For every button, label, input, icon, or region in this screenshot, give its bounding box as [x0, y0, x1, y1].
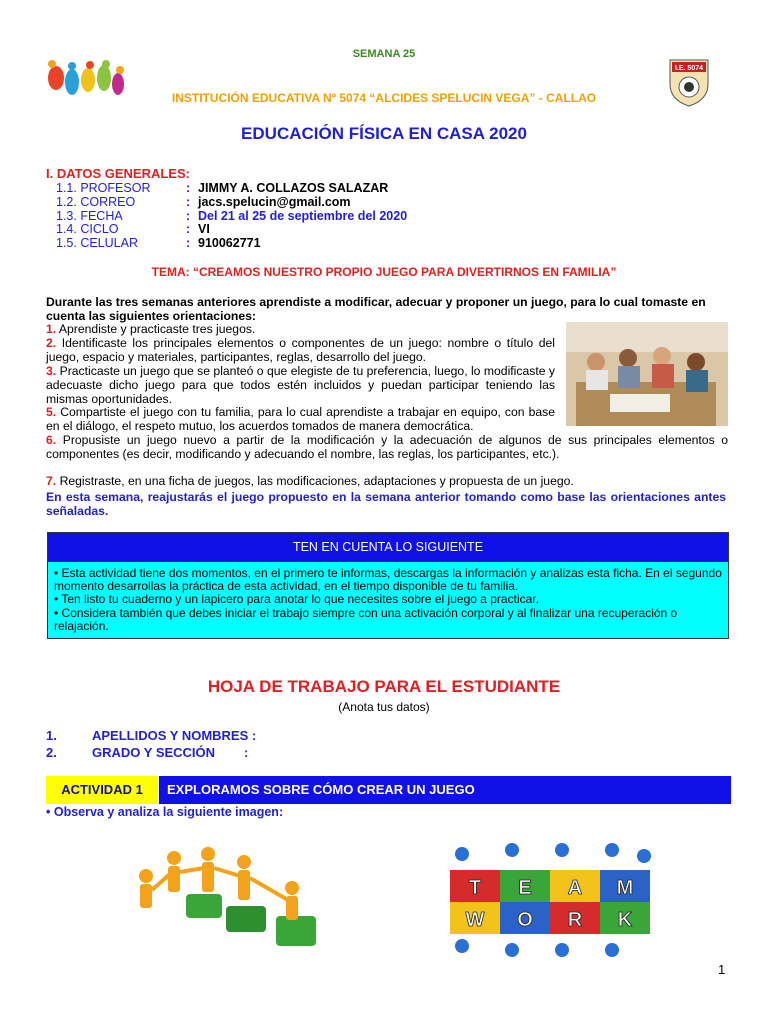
list-item [46, 434, 728, 462]
institution-name: INSTITUCIÓN EDUCATIVA Nº 5074 “ALCIDES SPELUCIN VEGA” - CALLAO [171, 91, 597, 105]
list-item [46, 475, 728, 489]
data-label: 1.4. CICLO [56, 222, 119, 236]
data-value: jacs.spelucin@gmail.com [198, 195, 351, 209]
topic-heading: TEMA: “CREAMOS NUESTRO PROPIO JUEGO PARA DIVERTIRNOS EN FAMILIA” [151, 265, 617, 279]
note-bullet: • Considera también que debes iniciar el trabajo siempre con una activación corporal y al finalizar una recuperación o relajación. [54, 605, 678, 633]
list-item [46, 337, 555, 365]
activity-title: EXPLORAMOS SOBRE CÓMO CREAR UN JUEGO [159, 776, 731, 804]
data-colon: : [186, 222, 191, 236]
field-label: APELLIDOS Y NOMBRES : [92, 728, 257, 743]
team-work-puzzle-image [432, 842, 662, 962]
data-value: JIMMY A. COLLAZOS SALAZAR [198, 181, 389, 195]
list-item [46, 323, 561, 337]
puzzle-letter: A [567, 877, 583, 899]
worksheet-title: HOJA DE TRABAJO PARA EL ESTUDIANTE [207, 677, 561, 696]
page-title: EDUCACIÓN FÍSICA EN CASA 2020 [241, 124, 527, 143]
item-number: 3. [46, 364, 57, 378]
item-text: Identificaste los principales elementos o componentes de un juego: nombre o título del juego, espacio y materiales, participantes, reglas, desarrollo del juego. [46, 336, 555, 364]
puzzle-letter: W [465, 909, 485, 931]
note-bullet: • Esta actividad tiene dos momentos, en el primero te informas, descargas la información y analizas esta ficha. En el segundo momento desarrollas la práctica de esta actividad, en el tiempo disponible de tu familia. [54, 566, 722, 594]
data-value: Del 21 al 25 de septiembre del 2020 [198, 209, 408, 223]
item-number: 6. [46, 433, 57, 447]
item-number: 5. [46, 405, 57, 419]
item-number: 1. [46, 322, 57, 336]
list-item [46, 365, 555, 406]
intro-paragraph: Durante las tres semanas anteriores aprendiste a modificar, adecuar y proponer un juego, para lo cual tomaste en cuenta las siguientes orientaciones: [46, 295, 706, 323]
data-colon: : [186, 236, 191, 250]
data-value: VI [198, 222, 210, 236]
data-colon: : [186, 181, 191, 195]
puzzle-letter: K [617, 909, 633, 931]
data-label: 1.5. CELULAR [56, 236, 138, 250]
field-label: GRADO Y SECCIÓN : [92, 745, 249, 760]
puzzle-letter: O [517, 909, 533, 931]
seal-text: I.E. 5074 [674, 65, 704, 72]
item-number: 2. [46, 336, 57, 350]
puzzle-letter: E [518, 877, 532, 899]
puzzle-letter: R [567, 909, 583, 931]
week-label: SEMANA 25 [352, 48, 416, 60]
note-box [47, 532, 729, 639]
family-playing-photo [566, 322, 728, 426]
data-label: 1.3. FECHA [56, 209, 123, 223]
data-label: 1.2. CORREO [56, 195, 136, 209]
field-grado [46, 745, 446, 761]
note-box-body [48, 561, 728, 638]
puzzle-letter: T [468, 877, 482, 899]
item-text: Propusiste un juego nuevo a partir de la modificación y la adecuación de algunos de sus principales elementos o componentes (es decir, modificando y adecuando el nombre, las reglas, los participantes, etc.). [46, 433, 728, 461]
item-number: 7. [46, 474, 57, 488]
item-text: Registraste, en una ficha de juegos, las modificaciones, adaptaciones y propuesta de un juego. [59, 474, 574, 488]
teamwork-puzzle-image [126, 836, 352, 962]
list-item [46, 406, 555, 434]
page-number: 1 [718, 962, 726, 977]
activity-tag: ACTIVIDAD 1 [46, 776, 158, 804]
data-colon: : [186, 195, 191, 209]
note-bullet: • Ten listo tu cuaderno y un lapicero para anotar lo que necesites sobre el juego a practicar. [54, 592, 539, 607]
data-value: 910062771 [198, 236, 261, 250]
field-apellidos [46, 728, 446, 744]
item-text: Aprendiste y practicaste tres juegos. [58, 322, 256, 336]
field-number: 2. [46, 745, 57, 760]
puzzle-letter: M [616, 877, 634, 899]
worksheet-subtitle: (Anota tus datos) [338, 700, 430, 714]
item-text: Practicaste un juego que se planteó o que elegiste de tu preferencia, luego, lo modificaste y adecuaste dicho juego para que todos estén incluidos y puedan participar teniendo las mismas oportunidades. [46, 364, 555, 406]
item-text: Compartiste el juego con tu familia, para lo cual aprendiste a trabajar en equipo, con base en el diálogo, el respeto mutuo, los acuerdos tomados de manera democrática. [46, 405, 555, 433]
field-number: 1. [46, 728, 57, 743]
activity-instruction: • Observa y analiza la siguiente imagen: [46, 805, 284, 819]
data-colon: : [186, 209, 191, 223]
general-data-heading: I. DATOS GENERALES: [46, 166, 190, 181]
data-label: 1.1. PROFESOR [56, 181, 151, 195]
week-focus-text: En esta semana, reajustarás el juego propuesto en la semana anterior tomando como base las orientaciones antes señaladas. [46, 490, 726, 518]
note-box-title: TEN EN CUENTA LO SIGUIENTE [48, 533, 728, 561]
